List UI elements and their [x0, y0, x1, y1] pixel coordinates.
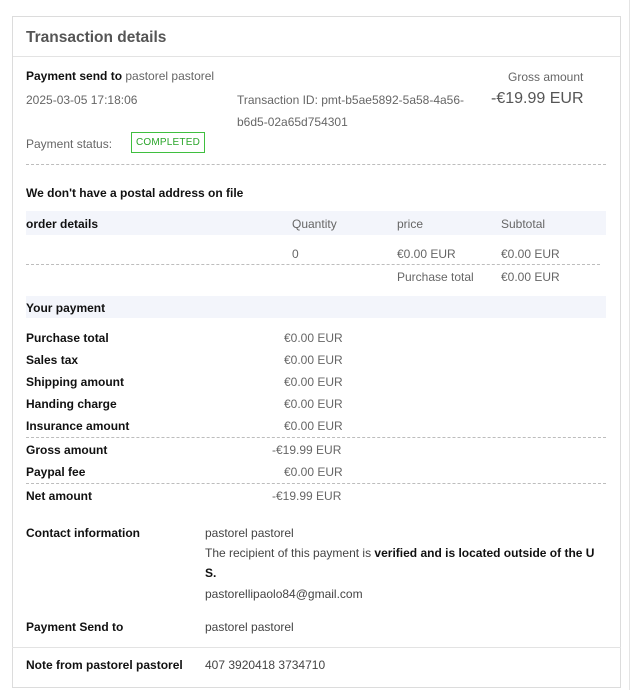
payment-row-label: Paypal fee	[26, 465, 86, 479]
divider	[12, 647, 621, 648]
purchase-total-label: Purchase total	[397, 270, 474, 284]
contact-name: pastorel pastorel	[205, 526, 294, 540]
payment-row-label: Insurance amount	[26, 419, 130, 433]
payment-send-to-value-2: pastorel pastorel	[205, 620, 294, 634]
contact-email[interactable]: pastorellipaolo84@gmail.com	[205, 587, 363, 601]
divider	[26, 264, 600, 265]
payment-send-to-label: Payment send to	[26, 69, 123, 83]
divider	[26, 164, 606, 165]
recipient-notice-prefix: The recipient of this payment is	[205, 546, 375, 560]
payment-row-value: -€19.99 EUR	[272, 489, 342, 503]
payment-row-value: €0.00 EUR	[284, 331, 343, 345]
panel-header	[13, 17, 620, 57]
payment-row-value: €0.00 EUR	[284, 419, 343, 433]
payment-row-label: Sales tax	[26, 353, 79, 367]
payment-row-value: €0.00 EUR	[284, 353, 343, 367]
payment-row-label: Net amount	[26, 489, 92, 503]
payment-row-value: €0.00 EUR	[284, 465, 343, 479]
payment-row-value: €0.00 EUR	[284, 397, 343, 411]
payment-row-label: Handing charge	[26, 397, 117, 411]
payment-row-value: €0.00 EUR	[284, 375, 343, 389]
gross-amount-value: -€19.99 EUR	[491, 90, 584, 107]
page-title: Transaction details	[26, 29, 167, 46]
postal-notice: We don't have a postal address on file	[26, 186, 244, 200]
order-details-header: order details	[26, 217, 99, 231]
order-subtotal: €0.00 EUR	[501, 247, 560, 261]
payment-status-label: Payment status:	[26, 137, 113, 151]
order-price: €0.00 EUR	[397, 247, 456, 261]
your-payment-heading: Your payment	[26, 301, 106, 315]
payment-row-label: Gross amount	[26, 443, 108, 457]
payment-send-to-name: pastorel pastorel	[125, 69, 215, 83]
status-badge: COMPLETED	[131, 132, 205, 153]
divider	[26, 437, 606, 438]
contact-information-label: Contact information	[26, 526, 140, 540]
payment-row-value: -€19.99 EUR	[272, 443, 342, 457]
scrollbar-track[interactable]	[629, 0, 640, 690]
transaction-id-line1: Transaction ID: pmt-b5ae5892-5a58-4a56-	[237, 93, 465, 107]
note-label: Note from pastorel pastorel	[26, 658, 183, 672]
transaction-id-line2: b6d5-02a65d754301	[237, 115, 348, 129]
payment-row-label: Shipping amount	[26, 375, 124, 389]
payment-row-label: Purchase total	[26, 331, 109, 345]
quantity-header: Quantity	[292, 217, 337, 231]
your-payment-band	[26, 296, 606, 318]
price-header: price	[397, 217, 424, 231]
note-value: 407 3920418 3734710	[205, 658, 326, 672]
transaction-datetime: 2025-03-05 17:18:06	[26, 93, 138, 107]
purchase-total-value: €0.00 EUR	[501, 270, 560, 284]
subtotal-header: Subtotal	[501, 217, 546, 231]
divider	[26, 483, 606, 484]
payment-send-to-label-2: Payment Send to	[26, 620, 124, 634]
order-quantity: 0	[292, 247, 299, 261]
payment-send-to-row	[26, 69, 214, 83]
recipient-notice	[205, 543, 605, 583]
recipient-notice-bold: verified and is located outside of the U S.	[205, 546, 595, 580]
gross-amount-label: Gross amount	[508, 70, 584, 84]
